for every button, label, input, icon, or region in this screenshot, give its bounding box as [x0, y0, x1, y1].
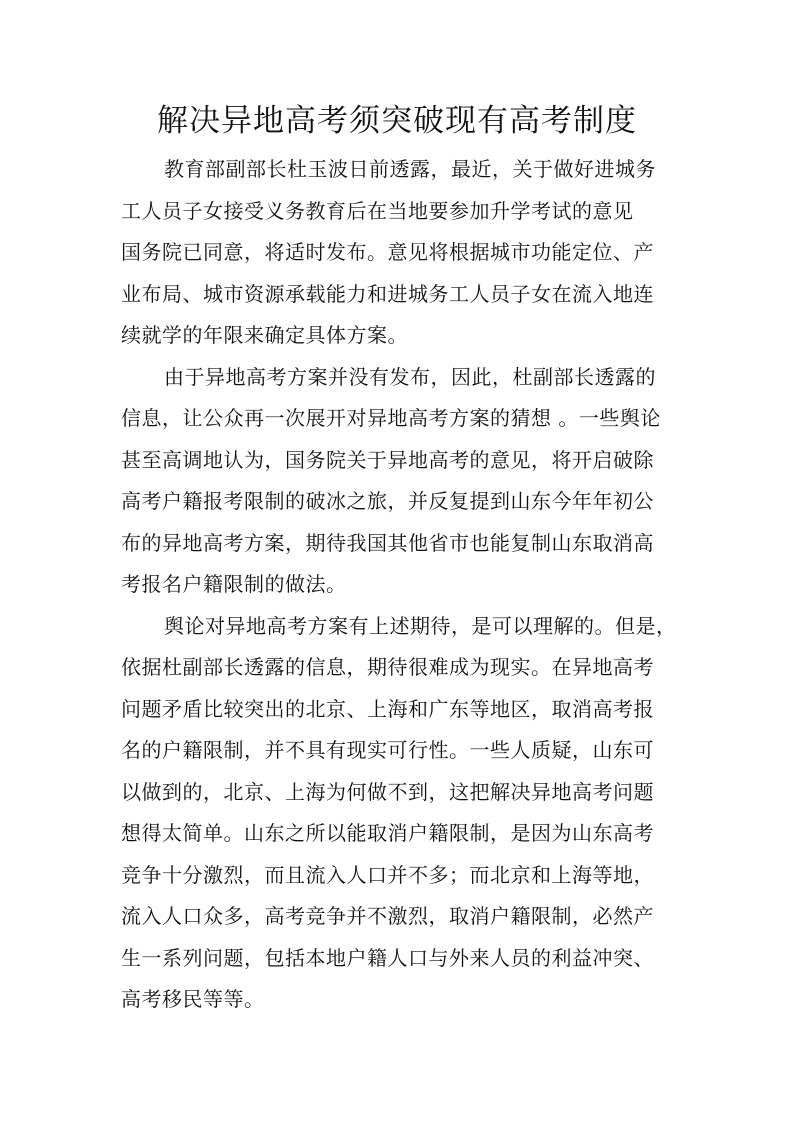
text-line: 依据杜副部长透露的信息，期待很难成为现实。在异地高考: [121, 655, 654, 679]
paragraph-3: [121, 606, 691, 1021]
text-line: 信息，让公众再一次展开对异地高考方案的猜想 。一些舆论: [121, 406, 661, 430]
text-line: 布的异地高考方案，期待我国其他省市也能复制山东取消高: [121, 530, 654, 555]
text-line: 竞争十分激烈，而且流入人口并不多；而北京和上海等地，: [121, 862, 654, 887]
text-line: 舆论对异地高考方案有上述期待，是可以理解的。但是，: [164, 613, 677, 638]
text-line: 问题矛盾比较突出的北京、上海和广东等地区，取消高考报: [121, 696, 654, 721]
text-line: 高考移民等等。: [121, 987, 265, 1011]
text-line: 考报名户籍限制的做法。: [121, 572, 347, 596]
text-line: 国务院已同意，将适时发布。意见将根据城市功能定位、产: [121, 240, 654, 264]
text-line: 想得太简单。山东之所以能取消户籍限制，是因为山东高考: [121, 821, 654, 845]
paragraph-1: [121, 149, 691, 357]
text-line: 生一系列问题，包括本地户籍人口与外来人员的利益冲突、: [121, 945, 654, 970]
text-line: 高考户籍报考限制的破冰之旅，并反复提到山东今年年初公: [121, 489, 654, 513]
paragraph-2: [121, 357, 691, 606]
text-line: 流入人口众多，高考竞争并不激烈，取消户籍限制，必然产: [121, 904, 654, 928]
text-line: 业布局、城市资源承载能力和进城务工人员子女在流入地连: [121, 281, 654, 306]
text-line: 工人员子女接受义务教育后在当地要参加升学考试的意见: [121, 198, 634, 223]
text-line: 教育部副部长杜玉波日前透露，最近，关于做好进城务: [164, 157, 656, 181]
text-line: 名的户籍限制，并不具有现实可行性。一些人质疑，山东可: [121, 738, 654, 762]
text-line: 甚至高调地认为，国务院关于异地高考的意见，将开启破除: [121, 447, 654, 472]
document-body: [121, 149, 691, 1021]
document-title: 解决异地高考须突破现有高考制度: [157, 103, 637, 139]
text-line: 以做到的，北京、上海为何做不到，这把解决异地高考问题: [121, 779, 654, 804]
text-line: 由于异地高考方案并没有发布，因此，杜副部长透露的: [164, 364, 656, 389]
text-line: 续就学的年限来确定具体方案。: [121, 323, 408, 347]
